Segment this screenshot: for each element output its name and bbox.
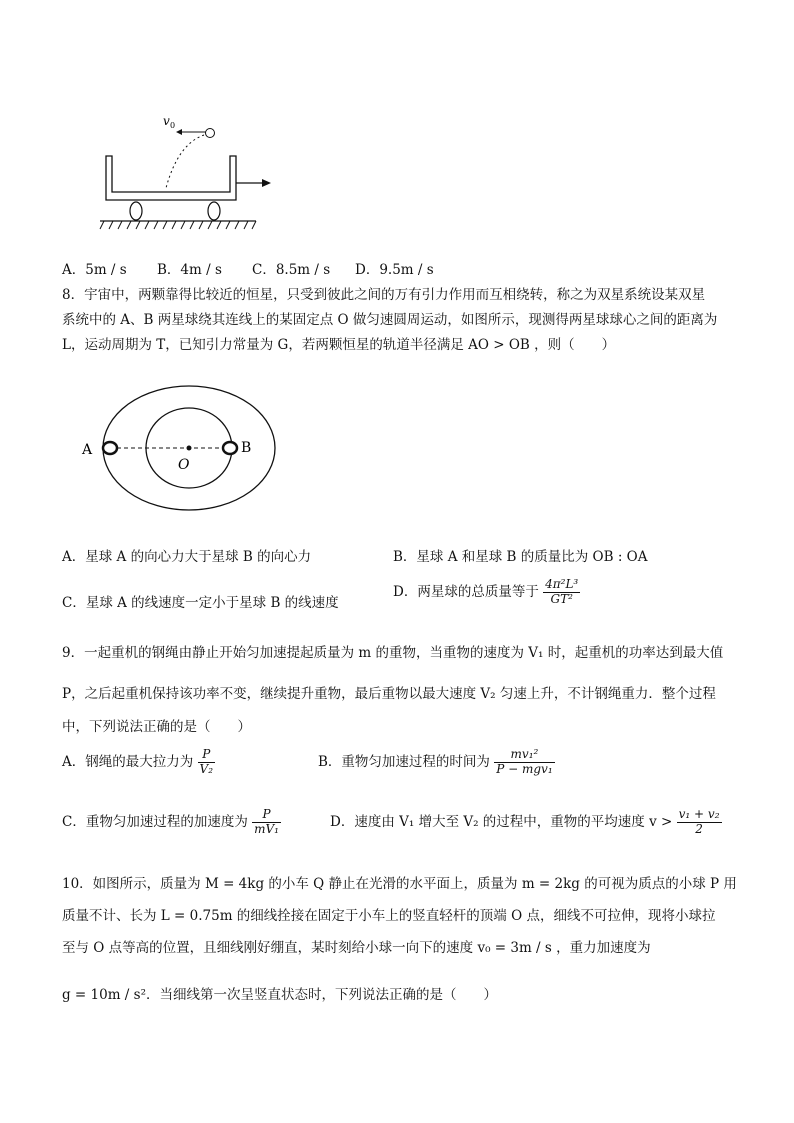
q9-option-a: [62, 748, 215, 777]
fraction-numerator: P: [198, 748, 215, 763]
q8-stem-line1: 8．宇宙中，两颗靠得比较近的恒星，只受到彼此之间的万有引力作用而互相绕转，称之为双星系统设某双星: [62, 287, 706, 303]
fraction-denominator: V₂: [199, 761, 214, 776]
q9-option-b-prefix: B．重物匀加速过程的时间为: [318, 753, 490, 770]
star-a: [103, 442, 117, 454]
q8-option-b: B．星球 A 和星球 B 的质量比为 OB : OA: [393, 549, 648, 565]
q8-option-d-prefix: D．两星球的总质量等于: [393, 583, 539, 600]
cart-body: [106, 156, 236, 200]
ground-hatch: [100, 221, 256, 229]
q8-option-d-fraction: [543, 578, 580, 607]
fraction-numerator: v₁ + v₂: [678, 807, 720, 821]
q7-option-d: D．9.5m / s: [355, 262, 434, 278]
q9-stem-line3: 中，下列说法正确的是（ ）: [62, 719, 251, 735]
q9-stem-line1: 9．一起重机的钢绳由静止开始匀加速提起质量为 m 的重物，当重物的速度为 V₁ 时，起重机的功率达到最大值: [62, 645, 724, 661]
binary-star-diagram: [78, 383, 278, 523]
q9-option-d: [330, 808, 722, 837]
label-a: A: [82, 442, 93, 458]
q10-stem-line1: 10．如图所示，质量为 M = 4kg 的小车 Q 静止在光滑的水平面上，质量为 m = 2kg 的可视为质点的小球 P 用: [62, 876, 737, 892]
fraction-denominator: GT²: [550, 591, 573, 606]
q7-option-b: B．4m / s: [157, 262, 222, 278]
q7-option-a: A．5m / s: [62, 262, 127, 278]
wheel-right: [208, 202, 220, 220]
fraction-numerator: mv₁²: [494, 748, 554, 763]
q8-stem-line3: L，运动周期为 T，已知引力常量为 G，若两颗恒星的轨道半径满足 AO > OB ，则（ ）: [62, 337, 616, 353]
v0-label: v: [163, 114, 170, 128]
q9-option-b-fraction: [494, 748, 554, 777]
q9-option-d-prefix: D．速度由 V₁ 增大至 V₂ 的过程中，重物的平均速度 v >: [330, 813, 673, 830]
q8-option-c: C．星球 A 的线速度一定小于星球 B 的线速度: [62, 595, 339, 611]
fraction-denominator: P − mgv₁: [496, 761, 553, 776]
q9-stem-line2: P，之后起重机保持该功率不变，继续提升重物，最后重物以最大速度 V₂ 匀速上升，不计钢绳重力．整个过程: [62, 686, 716, 702]
q9-option-b: [318, 748, 555, 777]
q8-option-d: [393, 578, 580, 607]
q9-option-c-prefix: C．重物匀加速过程的加速度为: [62, 813, 248, 830]
q8-stem-line2: 系统中的 A、B 两星球绕其连线上的某固定点 O 做匀速圆周运动，如图所示，现测得两星球球心之间的距离为: [62, 312, 718, 328]
trajectory: [166, 135, 204, 188]
q9-option-a-prefix: A．钢绳的最大拉力为: [62, 753, 194, 770]
star-b: [223, 442, 237, 454]
q10-stem-line3: 至与 O 点等高的位置，且细线刚好绷直，某时刻给小球一向下的速度 v₀ = 3m / s ，重力加速度为: [62, 940, 651, 956]
wheel-left: [130, 202, 142, 220]
q8-option-a: A．星球 A 的向心力大于星球 B 的向心力: [62, 549, 312, 565]
q9-option-a-fraction: [198, 748, 215, 777]
label-b: B: [241, 440, 252, 456]
ball: [206, 129, 215, 138]
q9-option-c-fraction: [252, 808, 281, 837]
q10-stem-line4: g = 10m / s²．当细线第一次呈竖直状态时，下列说法正确的是（ ）: [62, 987, 497, 1003]
fraction-denominator: mV₁: [254, 821, 279, 836]
fraction-numerator: 4π²L³: [545, 577, 579, 591]
label-o: O: [178, 457, 190, 473]
fraction-denominator: 2: [695, 821, 703, 836]
q10-stem-line2: 质量不计、长为 L = 0.75m 的细线拴接在固定于小车上的竖直轻杆的顶端 O 点，细线不可拉伸，现将小球拉: [62, 908, 716, 924]
v0-subscript: 0: [170, 121, 176, 130]
cart-diagram: [96, 108, 286, 238]
center-point: [187, 446, 192, 451]
q7-option-c: C．8.5m / s: [252, 262, 331, 278]
v0-arrowhead: [176, 129, 182, 135]
cart-arrowhead: [262, 179, 271, 187]
fraction-numerator: P: [252, 808, 281, 823]
q9-option-d-fraction: [677, 808, 722, 837]
q9-option-c: [62, 808, 281, 837]
